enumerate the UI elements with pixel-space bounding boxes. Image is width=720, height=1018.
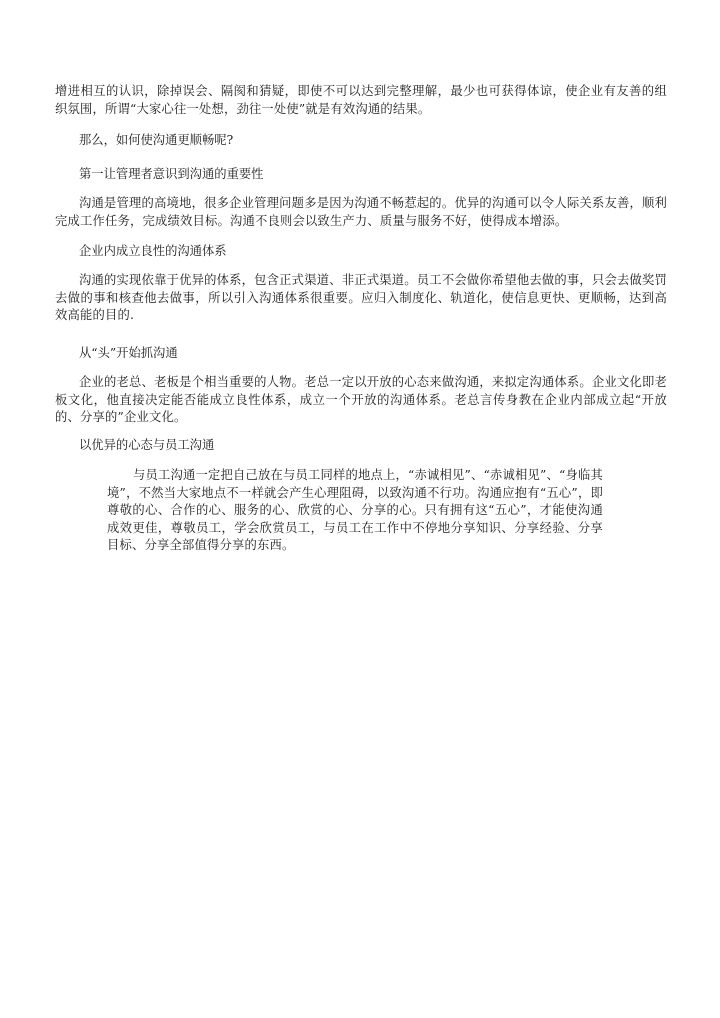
paragraph-attitude: 与员工沟通一定把自己放在与员工同样的地点上，“赤诚相见”、“赤诚相见”、“身临其境”，不然当大家地点不一样就会产生心理阻碍，以致沟通不行功。沟通应抱有“五心”，即尊敬的心、合作的心、服务的心、欣赏的心、分享的心。只有拥有这“五心”，才能使沟通成效更佳，尊敬员工，学会欣赏员工，与员工在工作中不停地分享知识、分享经验、分享目标、分享全部值得分享的东西。	[107, 468, 603, 552]
section-heading-system: 企业内成立良性的沟通体系	[79, 244, 227, 258]
paragraph-top-down: 企业的老总、老板是个相当重要的人物。老总一定以开放的心态来做沟通，来拟定沟通体系。企业文化即老板文化，他直接决定能否能成立良性体系，成立一个开放的沟通体系。老总言传身教在企业内部成立起“开放的、分享的”企业文化。	[55, 375, 667, 424]
paragraph-importance: 沟通是管理的高境地，很多企业管理问题多是因为沟通不畅惹起的。优异的沟通可以令人际关系友善，顺利完成工作任务，完成绩效目标。沟通不良则会以致生产力、质量与服务不好，使得成本增添。	[55, 196, 667, 228]
section-heading-attitude: 以优异的心态与员工沟通	[79, 438, 215, 452]
section-heading-top-down: 从“头”开始抓沟通	[79, 346, 178, 360]
paragraph-intro: 增进相互的认识，除掉误会、隔阂和猜疑，即使不可以达到完整理解，最少也可获得体谅，使企业有友善的组织氛围，所谓“大家心往一处想，劲往一处使”就是有效沟通的结果。	[55, 84, 667, 116]
paragraph-system: 沟通的实现依靠于优异的体系，包含正式渠道、非正式渠道。员工不会做你希望他去做的事，只会去做奖罚去做的事和核查他去做事，所以引入沟通体系很重要。应归入制度化、轨道化，使信息更快、更顺畅，达到高效高能的目的.	[55, 273, 667, 322]
section-heading-importance: 第一让管理者意识到沟通的重要性	[79, 167, 264, 181]
question-line: 那么，如何使沟通更顺畅呢?	[79, 133, 234, 147]
